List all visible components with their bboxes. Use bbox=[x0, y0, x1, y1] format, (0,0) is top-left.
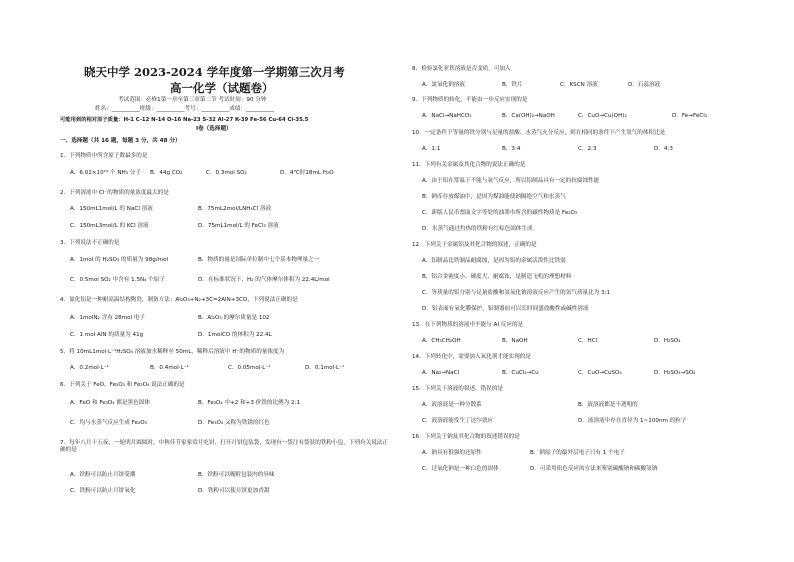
question-stem: 8．检验氯化亚铁溶液是否变质，可加入 bbox=[412, 66, 511, 72]
option: B．44g CO₂ bbox=[150, 170, 183, 176]
option: D．75mL1mol/L 的 FeCl₃ 溶液 bbox=[198, 223, 279, 229]
option: D．4℃时18mL H₂O bbox=[280, 170, 334, 176]
option: D．液溶液中存在直径为 1~100nm 的粒子 bbox=[578, 418, 687, 424]
option: A．CH₃CH₂OH bbox=[422, 338, 461, 344]
exam-scope: 考试范围：必修1第一章至第三章第二节 考试时间：90 分钟 bbox=[118, 97, 267, 103]
option: B．铁粉可以吸附包装内的异味 bbox=[198, 472, 275, 478]
option: B．Al₂O₃ 的摩尔质量是 102 bbox=[198, 315, 270, 321]
option: D．Fe₃O₄ 又称为铁锈的红色 bbox=[198, 420, 270, 426]
option: D．铝表面有氧化膜保护，铝制器皿可以长时间盛放酸性或碱性溶液 bbox=[422, 306, 589, 312]
option: C．均与水蒸气反应生成 Fe₂O₃ bbox=[70, 420, 147, 426]
exam-title: 晓天中学 2023-2024 学年度第一学期第三次月考 bbox=[84, 65, 345, 79]
option: C．0.5mol SO₂ 中含有 1.5Nₐ 个原子 bbox=[70, 277, 165, 283]
option: C．1 mol AlN 的质量为 41g bbox=[70, 332, 144, 338]
question-stem: 9．下列物质的转化，不能由一步反应实现的是 bbox=[412, 97, 528, 103]
option: A．Na₂→NaCl bbox=[422, 370, 460, 376]
option: C．0.05mol·L⁻¹ bbox=[228, 365, 271, 371]
option: B．NaOH bbox=[502, 338, 528, 344]
option: A．1mol 的 H₂SO₄ 的质量为 98g/mol bbox=[70, 257, 169, 263]
option: D．H₂SO₄ bbox=[654, 338, 681, 344]
option: C．铁粉可以防止月饼氧化 bbox=[70, 488, 136, 494]
exam-subtitle: 高一化学（试题卷） bbox=[170, 81, 274, 95]
option: A．6.02×10²³ 个 NH₃ 分子 bbox=[70, 170, 141, 176]
option: B．0.4mol·L⁻¹ bbox=[150, 365, 189, 371]
option: C．HCl bbox=[578, 338, 598, 344]
option: C．0.3mol SO₂ bbox=[206, 170, 247, 176]
option: A．钠具有很强的还原性 bbox=[422, 450, 482, 456]
option: D．4:3 bbox=[654, 146, 673, 152]
option: D．0.1mol·L⁻¹ bbox=[305, 365, 345, 371]
part-one-label: Ⅰ卷（选择题） bbox=[196, 126, 232, 132]
option: A．1molN₂ 含有 28mol 电子 bbox=[70, 315, 146, 321]
option: C．150mL3mol/L 的 KCl 溶液 bbox=[70, 223, 149, 229]
option: C．液溶液能发生丁达尔效应 bbox=[422, 418, 494, 424]
question-stem: 12．下列关于金属铝及其化合物的叙述，正确的是 bbox=[412, 242, 537, 248]
option: B．75mL2mol/LNH₄Cl 溶液 bbox=[198, 206, 272, 212]
option: D．在标准状况下，H₂ 的气体摩尔体积为 22.4L/mol bbox=[198, 277, 330, 283]
option: A．0.2mol·L⁻¹ bbox=[70, 365, 109, 371]
option: B．液溶液都是不透明的 bbox=[578, 402, 638, 408]
section-one-heading: 一、选择题（共 16 题，每题 3 分，共 48 分） bbox=[60, 138, 181, 144]
option: C．新版人民币票面文字等处的油墨中所含的磁性物质是 Fe₂O₃ bbox=[422, 210, 578, 216]
atomic-masses: 可能用到的相对原子质量：H-1 C-12 N-14 O-16 Na-23 S-32 Al-27 K-39 Fe-56 Cu-64 Cl-35.5 bbox=[60, 117, 309, 123]
option: B．钠库存放煤油中，是因为煤油能使钠隔绝空气和水蒸气 bbox=[422, 194, 566, 200]
option: A．NaCl→NaHCO₃ bbox=[422, 113, 472, 119]
question-stem: 10．一定条件下等量的铁分别与足量的盐酸、水蒸气充分反应，则在相同的条件下产生氢气的体积比是 bbox=[412, 130, 666, 136]
option: D．1molCO 的体积为 22.4L bbox=[198, 332, 272, 338]
option: C．等质量的铝分别与足量盐酸和氢氧化钠溶液反应产生的氢气质量比为 3:1 bbox=[422, 290, 611, 296]
option: C．KSCN 溶液 bbox=[560, 82, 598, 88]
option: D．Fe→FeCl₃ bbox=[672, 113, 707, 119]
question-stem: 4．氮化铝是一种耐高温结构陶瓷，制备方法：Al₂O₃+N₂+3C=2AlN+3CO，下列说法正确的是 bbox=[60, 297, 298, 303]
option: A．150mL1mol/L 的 NaCl 溶液 bbox=[70, 206, 153, 212]
question-stem: 1．下列物质中所含原子数最多的是 bbox=[60, 153, 148, 159]
option: D．可采用焰色反应的方法来鉴别碳酸钠和碳酸氢钠 bbox=[530, 466, 658, 472]
question-stem: 6．下列关于 FeO、Fe₂O₃ 和 Fe₃O₄ 说法正确的是 bbox=[60, 382, 185, 388]
option: C．CuO→Cu(OH)₂ bbox=[578, 113, 627, 119]
question-stem: 15．下列关于溶液的叙述，错误的是 bbox=[412, 386, 504, 392]
option: D．水蒸气通过灼热的铁粉有红棕色固体生成 bbox=[422, 226, 533, 232]
option: A．铝制品比铁制品耐腐蚀，是因为铝的金属活泼性比铁弱 bbox=[422, 258, 566, 264]
option: D．H₂SO₃→SO₂ bbox=[654, 370, 696, 376]
option: A．铁粉可以防止月饼受潮 bbox=[70, 472, 136, 478]
question-stem: 5．将 10mL1mol·L⁻¹H₂SO₄ 溶液加水稀释至 50mL，稀释后溶液中 H⁺的物质的量浓度为 bbox=[60, 349, 285, 355]
question-stem: 14．下列转化中，需要加入氧化剂才能实现的是 bbox=[412, 354, 531, 360]
question-stem: 2．下列溶液中 Cl⁻的物质的量浓度最大的是 bbox=[60, 190, 169, 196]
option: A．液溶液是一种分散系 bbox=[422, 402, 482, 408]
student-info: 姓名：__________班级：__________考号：__________成绩：__________ bbox=[95, 106, 275, 112]
question-stem: 13．在下列物质的溶液中不能与 Al 反应的是 bbox=[412, 322, 524, 328]
question-stem: 11．下列有关金属及其化合物的说法正确的是 bbox=[412, 162, 526, 168]
question-stem: 7．每年八月十五夜，一轮明月圆圆时，中秋佳节家家赏月吃饼，打开月饼包装袋，发现有一袋注有袋装的铁粉小包，下列有关说法正确的是 bbox=[60, 440, 388, 453]
option: B．物质的量是国际单位制中七个基本物理量之一 bbox=[198, 257, 320, 263]
option: D．石蕊溶液 bbox=[628, 82, 661, 88]
option: A．由于铝在常温下不能与氧气反应，所以铝制品具有一定的抗腐蚀性能 bbox=[422, 178, 600, 184]
option: A．FeO 和 Fe₃O₄ 都是黑色固体 bbox=[70, 400, 150, 406]
option: B．Fe₃O₄ 中+2 和+3 价铁的比例为 2:1 bbox=[198, 400, 301, 406]
option: A．氯氧化钠溶液 bbox=[422, 82, 465, 88]
option: B．铝合金密度小、硬度大，耐腐蚀，是制造飞机的理想材料 bbox=[422, 274, 572, 280]
question-stem: 3．下列说法不正确的是 bbox=[60, 240, 120, 246]
option: A．1:1 bbox=[422, 146, 441, 152]
option: B．铁片 bbox=[502, 82, 523, 88]
option: B．3:4 bbox=[502, 146, 521, 152]
question-stem: 16．下列关于钠及其化合物的叙述错误的是 bbox=[412, 434, 520, 440]
option: C．CuO→CuSO₄ bbox=[578, 370, 622, 376]
option: C．2:3 bbox=[578, 146, 597, 152]
option: B．CuCl₂→Cu bbox=[502, 370, 539, 376]
option: B．Ca(OH)₂→NaOH bbox=[502, 113, 555, 119]
option: B．钠原子的最外层电子只有 1 个电子 bbox=[530, 450, 625, 456]
option: D．铁粉可以使月饼更加香甜 bbox=[198, 488, 270, 494]
option: C．过氧化钠是一种白色的固体 bbox=[422, 466, 499, 472]
